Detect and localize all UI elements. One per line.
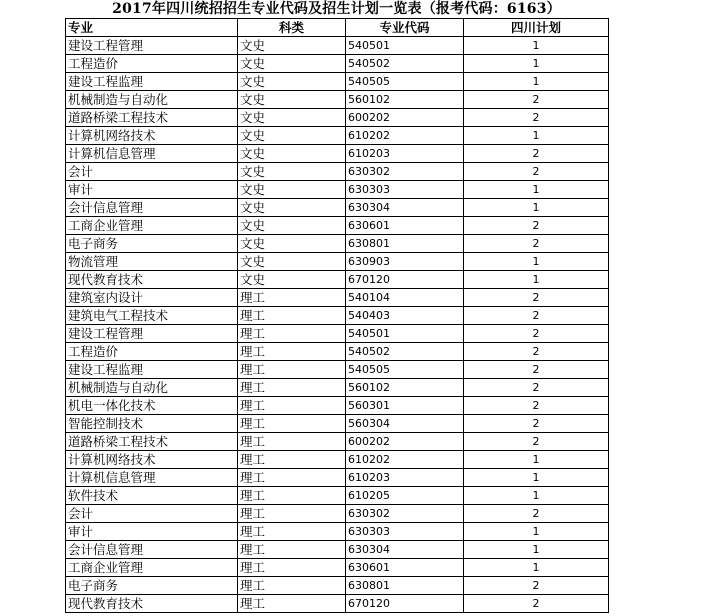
major-cell: 建设工程管理 (66, 37, 238, 55)
category-cell: 文史 (238, 37, 346, 55)
category-cell: 理工 (238, 325, 346, 343)
major-cell: 智能控制技术 (66, 415, 238, 433)
table-row (66, 523, 609, 541)
major-code-cell: 610203 (346, 145, 464, 163)
table-row (66, 235, 609, 253)
plan-cell: 1 (464, 559, 609, 577)
table-row (66, 199, 609, 217)
table-row (66, 451, 609, 469)
table-row (66, 343, 609, 361)
major-cell: 建设工程管理 (66, 325, 238, 343)
major-code-cell: 630302 (346, 163, 464, 181)
plan-cell: 2 (464, 325, 609, 343)
plan-cell: 2 (464, 595, 609, 613)
major-cell: 计算机信息管理 (66, 145, 238, 163)
major-code-cell: 540501 (346, 325, 464, 343)
major-cell: 工程造价 (66, 343, 238, 361)
table-row (66, 325, 609, 343)
category-cell: 文史 (238, 91, 346, 109)
plan-cell: 1 (464, 541, 609, 559)
header-major: 专业 (66, 19, 238, 37)
plan-cell: 1 (464, 181, 609, 199)
major-code-cell: 630801 (346, 235, 464, 253)
major-cell: 机械制造与自动化 (66, 91, 238, 109)
table-row (66, 595, 609, 613)
category-cell: 文史 (238, 217, 346, 235)
plan-cell: 2 (464, 91, 609, 109)
major-cell: 物流管理 (66, 253, 238, 271)
plan-cell: 2 (464, 343, 609, 361)
plan-cell: 2 (464, 145, 609, 163)
major-cell: 建筑电气工程技术 (66, 307, 238, 325)
major-code-cell: 670120 (346, 595, 464, 613)
major-cell: 工商企业管理 (66, 559, 238, 577)
plan-cell: 2 (464, 217, 609, 235)
major-code-cell: 610205 (346, 487, 464, 505)
major-cell: 会计信息管理 (66, 199, 238, 217)
major-cell: 建设工程监理 (66, 361, 238, 379)
category-cell: 文史 (238, 181, 346, 199)
plan-cell: 2 (464, 163, 609, 181)
major-code-cell: 540502 (346, 55, 464, 73)
major-cell: 审计 (66, 523, 238, 541)
table-row (66, 487, 609, 505)
plan-cell: 2 (464, 109, 609, 127)
table-row (66, 55, 609, 73)
plan-cell: 2 (464, 433, 609, 451)
plan-cell: 2 (464, 235, 609, 253)
plan-cell: 1 (464, 199, 609, 217)
major-cell: 会计 (66, 505, 238, 523)
table-row (66, 181, 609, 199)
plan-cell: 1 (464, 271, 609, 289)
table-row (66, 379, 609, 397)
table-row (66, 145, 609, 163)
plan-cell: 1 (464, 253, 609, 271)
table-row (66, 271, 609, 289)
category-cell: 理工 (238, 541, 346, 559)
major-code-cell: 560304 (346, 415, 464, 433)
major-code-cell: 560102 (346, 91, 464, 109)
category-cell: 理工 (238, 523, 346, 541)
page-title: 2017年四川统招招生专业代码及招生计划一览表（报考代码：6163） (112, 1, 561, 17)
category-cell: 理工 (238, 361, 346, 379)
category-cell: 理工 (238, 469, 346, 487)
major-code-cell: 600202 (346, 433, 464, 451)
table-row (66, 253, 609, 271)
enrollment-table (65, 18, 609, 613)
plan-cell: 1 (464, 469, 609, 487)
plan-cell: 2 (464, 307, 609, 325)
plan-cell: 2 (464, 379, 609, 397)
table-row (66, 541, 609, 559)
category-cell: 文史 (238, 271, 346, 289)
major-code-cell: 630302 (346, 505, 464, 523)
major-code-cell: 630601 (346, 217, 464, 235)
category-cell: 理工 (238, 397, 346, 415)
category-cell: 理工 (238, 415, 346, 433)
category-cell: 文史 (238, 253, 346, 271)
plan-cell: 2 (464, 397, 609, 415)
plan-cell: 1 (464, 127, 609, 145)
major-cell: 计算机网络技术 (66, 451, 238, 469)
major-cell: 现代教育技术 (66, 595, 238, 613)
header-category: 科类 (238, 19, 346, 37)
header-major-code: 专业代码 (346, 19, 464, 37)
major-code-cell: 540403 (346, 307, 464, 325)
category-cell: 理工 (238, 595, 346, 613)
table-row (66, 289, 609, 307)
major-code-cell: 560102 (346, 379, 464, 397)
plan-cell: 1 (464, 73, 609, 91)
table-row (66, 73, 609, 91)
major-cell: 工程造价 (66, 55, 238, 73)
major-cell: 会计信息管理 (66, 541, 238, 559)
plan-cell: 2 (464, 577, 609, 595)
table-row (66, 163, 609, 181)
table-row (66, 37, 609, 55)
major-code-cell: 540104 (346, 289, 464, 307)
major-code-cell: 630601 (346, 559, 464, 577)
category-cell: 文史 (238, 109, 346, 127)
major-code-cell: 540501 (346, 37, 464, 55)
major-cell: 建筑室内设计 (66, 289, 238, 307)
category-cell: 理工 (238, 577, 346, 595)
category-cell: 文史 (238, 127, 346, 145)
table-row (66, 307, 609, 325)
major-code-cell: 630903 (346, 253, 464, 271)
plan-cell: 1 (464, 451, 609, 469)
table-row (66, 559, 609, 577)
major-code-cell: 540505 (346, 73, 464, 91)
plan-cell: 1 (464, 523, 609, 541)
major-code-cell: 560301 (346, 397, 464, 415)
category-cell: 理工 (238, 379, 346, 397)
category-cell: 文史 (238, 163, 346, 181)
category-cell: 文史 (238, 199, 346, 217)
plan-cell: 2 (464, 289, 609, 307)
table-body (66, 37, 609, 613)
category-cell: 理工 (238, 451, 346, 469)
table-row (66, 91, 609, 109)
category-cell: 理工 (238, 487, 346, 505)
category-cell: 理工 (238, 433, 346, 451)
category-cell: 文史 (238, 235, 346, 253)
major-cell: 软件技术 (66, 487, 238, 505)
major-code-cell: 610202 (346, 451, 464, 469)
major-cell: 计算机网络技术 (66, 127, 238, 145)
major-cell: 电子商务 (66, 235, 238, 253)
major-cell: 电子商务 (66, 577, 238, 595)
major-code-cell: 630303 (346, 181, 464, 199)
plan-cell: 2 (464, 505, 609, 523)
category-cell: 理工 (238, 559, 346, 577)
table-row (66, 415, 609, 433)
major-code-cell: 540505 (346, 361, 464, 379)
major-code-cell: 610203 (346, 469, 464, 487)
major-code-cell: 630303 (346, 523, 464, 541)
major-cell: 建设工程监理 (66, 73, 238, 91)
plan-cell: 1 (464, 37, 609, 55)
category-cell: 理工 (238, 343, 346, 361)
category-cell: 文史 (238, 55, 346, 73)
category-cell: 理工 (238, 505, 346, 523)
major-code-cell: 670120 (346, 271, 464, 289)
enrollment-sheet (65, 0, 608, 613)
major-cell: 会计 (66, 163, 238, 181)
major-cell: 道路桥梁工程技术 (66, 433, 238, 451)
major-code-cell: 600202 (346, 109, 464, 127)
table-row (66, 577, 609, 595)
major-code-cell: 630304 (346, 541, 464, 559)
table-row (66, 217, 609, 235)
major-code-cell: 630304 (346, 199, 464, 217)
plan-cell: 1 (464, 487, 609, 505)
major-cell: 机械制造与自动化 (66, 379, 238, 397)
table-row (66, 469, 609, 487)
major-cell: 工商企业管理 (66, 217, 238, 235)
table-row (66, 127, 609, 145)
major-cell: 审计 (66, 181, 238, 199)
category-cell: 理工 (238, 307, 346, 325)
major-cell: 机电一体化技术 (66, 397, 238, 415)
major-code-cell: 540502 (346, 343, 464, 361)
table-row (66, 109, 609, 127)
category-cell: 文史 (238, 73, 346, 91)
major-cell: 道路桥梁工程技术 (66, 109, 238, 127)
table-row (66, 505, 609, 523)
major-cell: 现代教育技术 (66, 271, 238, 289)
table-row (66, 361, 609, 379)
major-code-cell: 630801 (346, 577, 464, 595)
table-row (66, 433, 609, 451)
major-cell: 计算机信息管理 (66, 469, 238, 487)
category-cell: 文史 (238, 145, 346, 163)
plan-cell: 2 (464, 361, 609, 379)
major-code-cell: 610202 (346, 127, 464, 145)
plan-cell: 1 (464, 55, 609, 73)
category-cell: 理工 (238, 289, 346, 307)
table-row (66, 397, 609, 415)
header-row (66, 19, 609, 37)
header-sichuan-plan: 四川计划 (464, 19, 609, 37)
plan-cell: 2 (464, 415, 609, 433)
